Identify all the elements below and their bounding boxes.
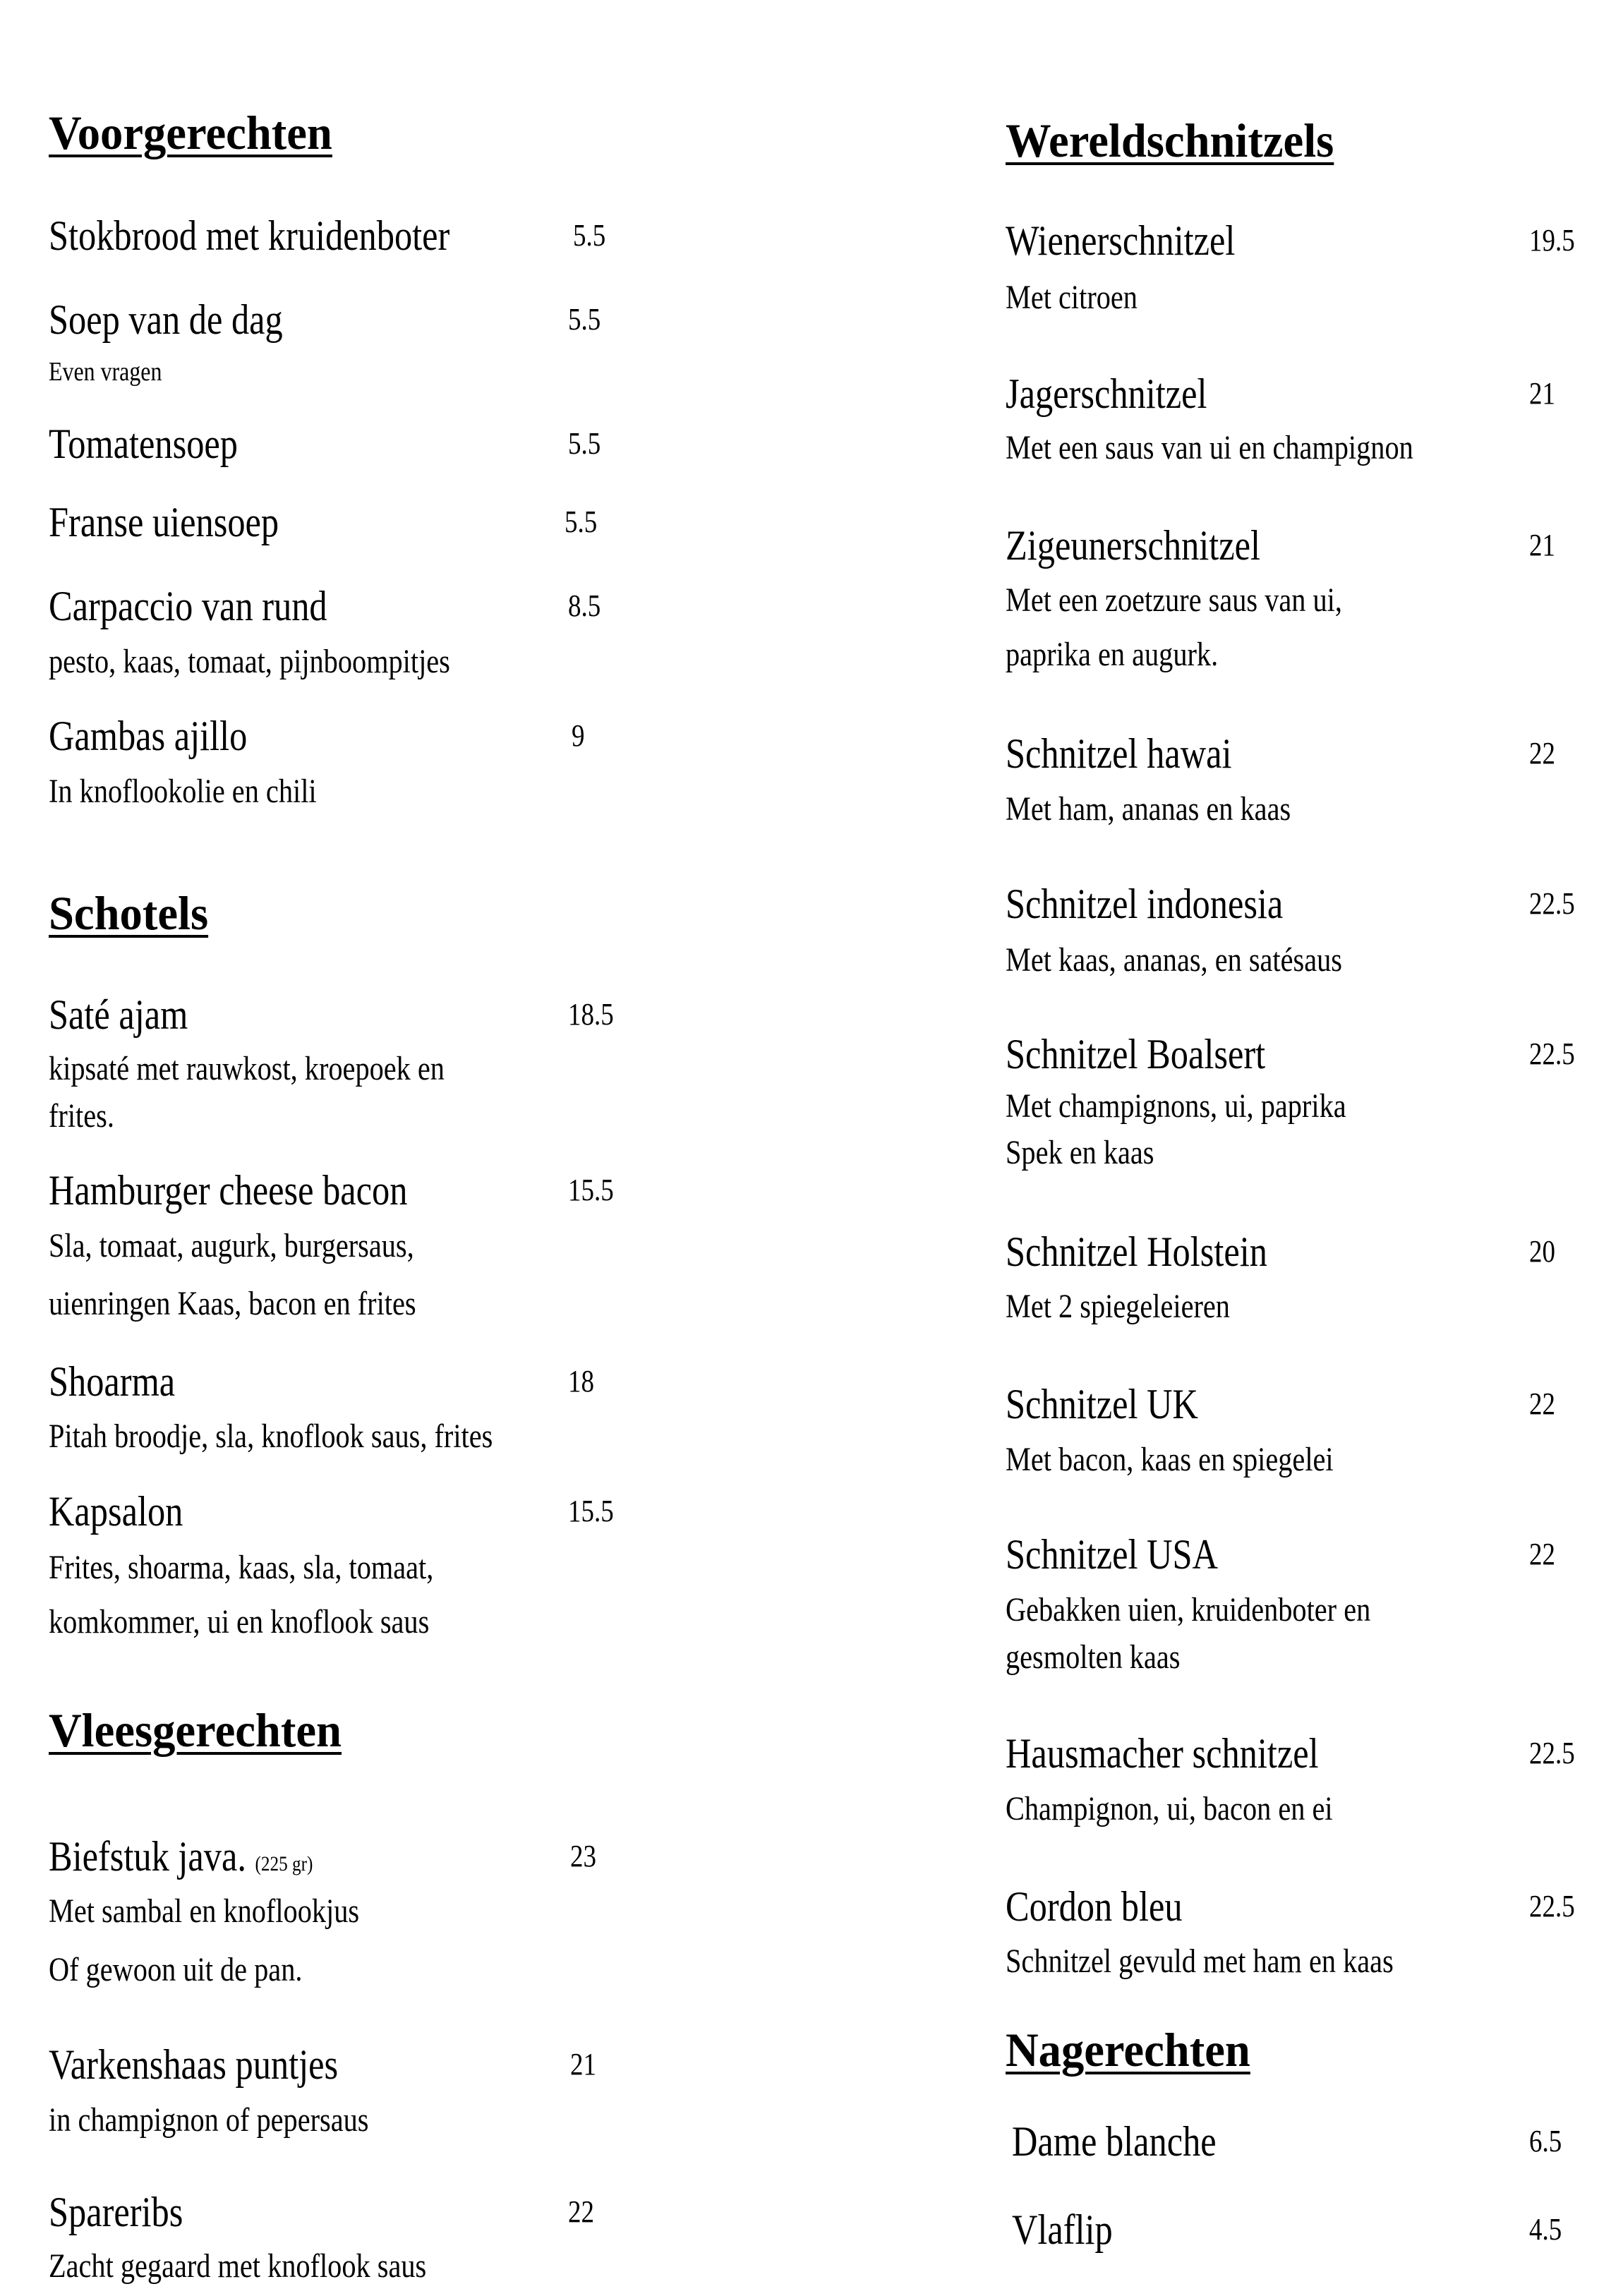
menu-item-price: 22.5 (1529, 1889, 1575, 1923)
menu-item-price: 22.5 (1529, 1037, 1575, 1071)
menu-item-description: Pitah broodje, sla, knoflook saus, frites (49, 1418, 493, 1455)
menu-item-description: Met kaas, ananas, en satésaus (1006, 941, 1342, 979)
menu-item-name-text: Biefstuk java. (49, 1833, 246, 1880)
menu-item-name: Spareribs (49, 2189, 183, 2235)
menu-item-price: 19.5 (1529, 223, 1575, 258)
menu-item-name: Soep van de dag (49, 296, 283, 343)
menu-item-description: Met sambal en knoflookjus (49, 1892, 360, 1930)
section-heading: Schotels (49, 886, 209, 940)
menu-item-price: 21 (570, 2047, 596, 2081)
menu-item-description: Of gewoon uit de pan. (49, 1951, 303, 1988)
menu-item-name: Varkenshaas puntjes (49, 2041, 339, 2088)
menu-item-description: komkommer, ui en knoflook saus (49, 1603, 430, 1641)
menu-item-name: Saté ajam (49, 991, 188, 1038)
menu-item-price: 23 (570, 1839, 596, 1873)
menu-item-description: pesto, kaas, tomaat, pijnboompitjes (49, 643, 450, 680)
menu-item-description: Spek en kaas (1006, 1134, 1154, 1171)
menu-item-name: Vlaflip (1012, 2206, 1113, 2253)
menu-item-name: Franse uiensoep (49, 499, 279, 545)
menu-item-weight: (225 gr) (255, 1852, 313, 1875)
menu-item-price: 5.5 (568, 426, 601, 461)
menu-item-price: 22 (1529, 736, 1555, 771)
menu-item-name: Hausmacher schnitzel (1006, 1730, 1319, 1777)
menu-item-description: Even vragen (49, 357, 162, 387)
menu-item-price: 4.5 (1529, 2212, 1562, 2247)
menu-item-name: Dame blanche (1012, 2118, 1217, 2165)
menu-item-name: Carpaccio van rund (49, 583, 327, 629)
menu-item-name: Zigeunerschnitzel (1006, 522, 1261, 569)
section-heading: Wereldschnitzels (1006, 114, 1334, 167)
menu-item-description: Sla, tomaat, augurk, burgersaus, (49, 1227, 414, 1264)
menu-item-name: Wienerschnitzel (1006, 217, 1236, 264)
menu-item-description: Met champignons, ui, paprika (1006, 1087, 1346, 1125)
menu-item-price: 22 (1529, 1537, 1555, 1571)
menu-item-name: Jagerschnitzel (1006, 370, 1207, 417)
menu-item-name: Stokbrood met kruidenboter (49, 212, 450, 259)
menu-item-description: Met ham, ananas en kaas (1006, 790, 1291, 828)
menu-item-price: 5.5 (568, 302, 601, 337)
menu-item-description: Met een zoetzure saus van ui, (1006, 581, 1342, 619)
menu-item-price: 22.5 (1529, 886, 1575, 921)
menu-item-description: Champignon, ui, bacon en ei (1006, 1790, 1333, 1827)
menu-item-price: 18 (568, 1364, 594, 1398)
menu-item-description: in champignon of pepersaus (49, 2101, 369, 2139)
menu-item-description: Met 2 spiegeleieren (1006, 1288, 1230, 1325)
menu-item-price: 15.5 (568, 1494, 614, 1528)
menu-item-name: Tomatensoep (49, 421, 238, 467)
menu-item-name: Schnitzel UK (1006, 1381, 1198, 1427)
menu-item-price: 21 (1529, 376, 1555, 411)
menu-item-price: 8.5 (568, 588, 601, 623)
menu-item-price: 21 (1529, 528, 1555, 562)
menu-item-description: paprika en augurk. (1006, 636, 1219, 673)
menu-item-price: 15.5 (568, 1173, 614, 1207)
menu-item-name: Kapsalon (49, 1488, 183, 1535)
menu-item-name (49, 1831, 313, 1890)
menu-item-description: Frites, shoarma, kaas, sla, tomaat, (49, 1549, 434, 1586)
menu-item-name: Schnitzel Holstein (1006, 1228, 1267, 1275)
menu-item-name: Hamburger cheese bacon (49, 1167, 408, 1214)
section-heading: Vleesgerechten (49, 1703, 342, 1757)
menu-item-description: In knoflookolie en chili (49, 773, 317, 810)
menu-item-name: Cordon bleu (1006, 1883, 1183, 1930)
menu-item-description: Met citroen (1006, 279, 1138, 316)
menu-item-name: Schnitzel hawai (1006, 730, 1232, 777)
menu-item-name: Shoarma (49, 1358, 176, 1405)
menu-item-description: Zacht gegaard met knoflook saus (49, 2247, 427, 2285)
menu-item-price: 22 (568, 2194, 594, 2229)
menu-item-description: Gebakken uien, kruidenboter en (1006, 1591, 1371, 1629)
menu-item-price: 18.5 (568, 997, 614, 1032)
section-heading: Voorgerechten (49, 106, 332, 159)
menu-item-price: 22.5 (1529, 1736, 1575, 1770)
menu-item-description: frites. (49, 1097, 114, 1135)
menu-item-description: kipsaté met rauwkost, kroepoek en (49, 1050, 445, 1087)
menu-item-description: gesmolten kaas (1006, 1638, 1181, 1676)
menu-item-price: 9 (572, 718, 585, 753)
menu-item-price: 6.5 (1529, 2124, 1562, 2158)
menu-item-name: Schnitzel indonesia (1006, 881, 1284, 927)
menu-item-description: uienringen Kaas, bacon en frites (49, 1285, 416, 1322)
menu-item-description: Met bacon, kaas en spiegelei (1006, 1441, 1334, 1478)
menu-item-description: Met een saus van ui en champignon (1006, 429, 1413, 466)
section-heading: Nagerechten (1006, 2023, 1250, 2077)
menu-item-name: Gambas ajillo (49, 713, 248, 759)
menu-item-name: Schnitzel Boalsert (1006, 1031, 1266, 1077)
menu-item-price: 5.5 (573, 218, 606, 253)
menu-item-description: Schnitzel gevuld met ham en kaas (1006, 1942, 1394, 1980)
menu-item-price: 20 (1529, 1234, 1555, 1269)
menu-item-price: 22 (1529, 1386, 1555, 1421)
menu-item-price: 5.5 (565, 504, 598, 539)
menu-item-name: Schnitzel USA (1006, 1531, 1218, 1578)
